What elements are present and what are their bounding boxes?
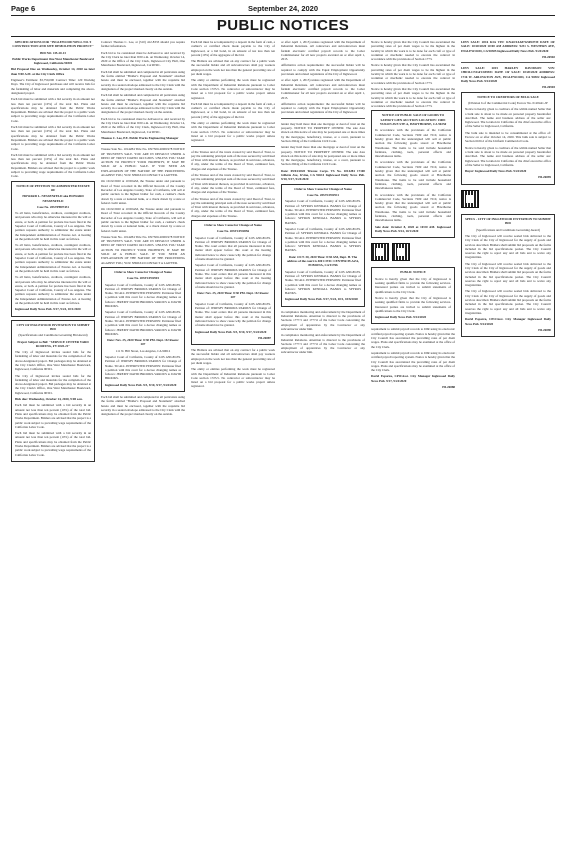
notice-body: Each bid must be submitted with a bid security in an amount not less than ten percent (10%) of the total bid. Plans and specifications may be obtained from the Public Works Department. Bidders are advised that the project is a public work subject to prevailing wage requirements of the California Labor Code. bbox=[15, 431, 91, 457]
hearing-info: Date: OCT. 30, 2020 Time: 8:30 AM, Dept. H. The address of the court is 400 CIVIC CENTER PLAZA, POMONA, CA 91766 bbox=[286, 254, 360, 268]
notice-body: Superior Court of California, County of LOS ANGELES. Petition of: JEREMY BROOKS-VAROUS for Change of Name. TO ALL INTERESTED PERSONS: Petitioner filed a petition with this court for a decree changing names as follows: JEREMY DAVID BROOKS-VAROUS to DAVID BROOKS. bbox=[105, 355, 181, 381]
notice-body: The City of Inglewood invites sealed bids for the furnishing of labor and materials for the completion of the above-designated project. Bid packages may be obtained at the City Clerk's Office, One West Manchester Boulevard, Inglewood, California 90301. bbox=[15, 350, 91, 372]
notice-body: The entity or entities performing the work must be registered with the Department of Industrial Relations pursuant to Labor Code section 1725.5. No contractor or subcontractor may be listed on a bid proposal for a public works project unless registered. bbox=[191, 121, 275, 143]
column-2 bbox=[101, 40, 185, 830]
column-6 bbox=[461, 40, 555, 830]
notice-body: The Bidders are advised that on any contract for a public work the successful bidder and all subcontractors shall pay workers employed on the work not less than the general prevailing rate of per diem wages. bbox=[191, 59, 275, 77]
reference-number: HI-26890 bbox=[538, 327, 551, 332]
notice-heading: NOTICE OF PETITION TO ADMINISTER ESTATE OF bbox=[16, 183, 90, 192]
page-header bbox=[11, 3, 555, 15]
notice-body: In accordance with the provisions of the California Commercial Code, Sections 7209 and 7210, notice is hereby given that the undersigned will sell at public auction the following goods stored at Hawthorne Warehouse. The items to be sold include household furniture, clothing, tools, personal effects and miscellaneous items. bbox=[375, 192, 451, 223]
notice-body: Notice is hereby given that the City Council has ascertained the prevailing rates of per diem wages to be the highest in the locality in which the work is to be done for each craft or type of workman or mechanic needed to execute the contract in accordance with the provisions of Section 1773. bbox=[371, 40, 455, 62]
publication-line: Inglewood Daily News Pub. 9/17, 9/24, 10/1/2020 bbox=[15, 307, 81, 312]
publication-line: Sale date: October 8, 2020 at 10:00 AM. Inglewood Daily News Pub. 9/24, 10/1/2020 bbox=[375, 224, 451, 233]
notice-body: Each bid shall be submitted and completed in all particulars using the forms entitled "Bidder's Proposal and Statement" attached hereto and must be enclosed, together with the requisite bid security in a sealed envelope addressed to the City Clerk with the designation of the project marked clearly on the outside. bbox=[101, 69, 185, 91]
notice-body: in compliance monitoring and enforcement by the Department of Industrial Relations. Attention is directed to the provisions of Sections 1777.5 and 1777.6 of the Labor Code concerning the employment of apprentices by the Contractor or any subcontractor under him. bbox=[281, 309, 365, 331]
notice-body: Each bid must be submitted with a bid security in an amount not less than ten percent (10%) of the total bid. Plans and specifications may be obtained from the Public Works Department. Bidders are advised that the project is a public work subject to prevailing wage requirements of the California Labor Code. bbox=[11, 125, 95, 151]
notice-subheading: (Division 6 of the Commercial Code) Escrow No. 0120441-JP bbox=[468, 100, 548, 105]
public-notice bbox=[371, 267, 455, 324]
bid-due: Bid Proposal Due on Wednesday, October 14, 2020 no later than 9:00 A.M. at the City Clerk Office bbox=[11, 67, 95, 76]
notice-body: Engineer's Estimate: $3,750,000 Contract Time: 120 Working Days. The City of Inglewood purchases and will receive bids for the furnishing of labor and materials and completing the above-designated project. bbox=[11, 78, 95, 95]
publication-line: Inglewood Daily News Pub. 9/3, 9/10, 9/17, 9/24/2020 bbox=[195, 329, 267, 334]
qr-code-row bbox=[371, 241, 455, 264]
publication-line: Inglewood Daily News Pub. 9/3, 9/10, 9/17, 9/24/2020 bbox=[105, 382, 177, 387]
publication-line: Buyer: Inglewood Daily News Pub. 9/24/2020 bbox=[465, 169, 527, 174]
publication-line: Inglewood Daily News Pub. 9/17, 9/24, 10/1, 10/8/2020 bbox=[285, 297, 358, 302]
divider bbox=[101, 143, 185, 144]
notice-body: Each bid must be submitted with a bid security in an amount not less than ten percent (10%) of the total bid. Plans and specifications may be obtained from the Public Works Department. Bidders are advised that the project is a public work subject to prevailing wage requirements of the California Labor Code. bbox=[15, 403, 91, 429]
notice-body: In accordance with the provisions of the California Commercial Code, Sections 7209 and 7210, notice is hereby given that the undersigned will sell at public auction the following goods stored at Hawthorne Warehouse. The items to be sold include household furniture, clothing, tools, personal effects and miscellaneous items. bbox=[375, 128, 451, 159]
trustee-notice: lender may hold more than one mortgage or deed of trust on the property. NOTICE TO PROPERTY OWNER: The sale date shown on this notice of sale may be postponed one or more times by the mortgagee, beneficiary, trustee, or a court, pursuant to Section 2924g of the California Civil Code. bbox=[281, 145, 365, 167]
notice-body: To all heirs, beneficiaries, creditors, contingent creditors, and persons who may be otherwise interested in the will or estate, or both. A petition for probate has been filed in the Superior Court of California, County of Los Angeles. The petition requests authority to administer the estate under the Independent Administration of Estates Act. A hearing on the petition will be held in this court as follows. bbox=[15, 211, 91, 241]
signature: David Esparza, CPO/Asst. City Manager Inglewood Daily News Pub. 9/24/2020 bbox=[465, 317, 551, 326]
notice-body: Superior Court of California, County of LOS ANGELES. Petition of: SPYROS KENDALL BANKS for Change of Name. TO ALL INTERESTED PERSONS: Petitioner filed a petition with this court for a decree changing names as follows: SPYROS KENDALL BANKS to SPYROS BANKS. bbox=[285, 269, 361, 296]
issue-date: September 24, 2020 bbox=[247, 4, 319, 13]
hearing-info: Date: Nov. 25, 2020 Time: 8:30 PM. Dept.: 82 Room: 207 bbox=[197, 291, 269, 300]
qr-code-icon bbox=[392, 243, 410, 261]
column-3 bbox=[191, 40, 275, 830]
notice-body: in compliance monitoring and enforcement by the Department of Industrial Relations. Attention is directed to the provisions of Sections 1777.5 and 1777.6 of the Labor Code concerning the employment of apprentices by the Contractor or any subcontractor under him. bbox=[281, 333, 365, 355]
notice-body: requirement to submit payroll records to DIR using its electronic certified payroll reporting system. Notice is hereby given that the City Council has ascertained the prevailing rates of per diem wages. Plans and specifications may be examined at the office of the City Clerk. bbox=[371, 350, 455, 373]
notice-body: Each bid must be submitted with a bid security in an amount not less than ten percent (10%) of the total bid. Plans and specifications may be obtained from the Public Works Department. Bidders are advised that the project is a public work subject to prevailing wage requirements of the California Labor Code. bbox=[11, 97, 95, 123]
trustee-notice: lender may hold more than one mortgage or deed of trust on the property. NOTICE TO PROPERTY OWNER: The sale date shown on this notice of sale may be postponed one or more times by the mortgagee, beneficiary, trustee, or a court, pursuant to Section 2924g of the California Civil Code. bbox=[281, 121, 365, 143]
notice-heading: Order to Show Cause for Change of Name bbox=[204, 222, 262, 227]
probate-notice bbox=[11, 181, 95, 317]
notice-body: or after April 1, 2015) unless registered with the Department of Industrial Relations. All contractors and subcontractors must furnish electronic certified payroll records to the Labor Commissioner for all new projects awarded on or after April 1, 2015. bbox=[281, 78, 365, 100]
specs-notice bbox=[461, 214, 555, 337]
notice-body: Notice is hereby given that the City Council has ascertained the prevailing rates of per diem wages to be the highest in the locality in which the work is to be done for each craft or type of workman or mechanic needed to execute the contract in accordance with the provisions of Section 1773. bbox=[371, 86, 455, 109]
reference-number: HI-26902 bbox=[542, 54, 555, 59]
header-rule bbox=[11, 15, 555, 16]
notice-body: Superior Court of California, County of LOS ANGELES. Petition of: JEREMY BROOKS-VAROUS for Change of Name. The court orders that all persons interested in this matter shall appear before this court at the hearing indicated below to show cause why the petition for change of name should not be granted. bbox=[195, 263, 271, 289]
case-number: Case No. 20STCP02911 bbox=[307, 192, 339, 197]
divider bbox=[461, 62, 555, 63]
notice-heading: NOTICE OF PUBLIC SALE OF GOODS TO SATISFY LIEN AUCTION LOCATION: 13001 YUKON AVE STE A, HAWTHORNE, CA 90250 bbox=[379, 113, 447, 127]
column-5 bbox=[371, 40, 455, 830]
notice-body: The City of Inglewood will receive sealed bids delivered to the City Clerk of the City of Inglewood for the supply of goods and services described. Bidders shall submit bid proposals on the forms included in the bid specifications packet. The City Council reserves the right to reject any and all bids and to waive any irregularities. bbox=[465, 233, 551, 260]
title-rule bbox=[11, 36, 555, 37]
case-number: Case No. 20STCP02856 bbox=[216, 229, 250, 234]
reference-number: HI-26888 bbox=[442, 385, 455, 389]
notice-body: To all heirs, beneficiaries, creditors, contingent creditors, and persons who may be otherwise interested in the will or estate, or both. A petition for probate has been filed in the Superior Court of California, County of Los Angeles. The petition requests authority to administer the estate under the Independent Administration of Estates Act. A hearing on the petition will be held in this court as follows. bbox=[15, 243, 91, 273]
notice-heading: SPECIFICATIONS FOR "INGLEWOOD WELL NO. 9 CONSTRUCTION AND SITE DEMOLITION PROJECT" bbox=[12, 40, 94, 49]
notice-subheading: (Specifications and Conditions Governing Bid Award) bbox=[18, 333, 88, 338]
trustee-signature: Date: 09/04/2020 Trustee Corps. TS No. 1014284 17100 Gillette Ave, Irvine, CA 92614 Inglewood Daily News Pub. 9/10, 9/17, 9/24/2020 bbox=[281, 168, 365, 182]
notice-body: In accordance with the provisions of the California Commercial Code, Sections 7209 and 7210, notice is hereby given that the undersigned will sell at public auction the following goods stored at Hawthorne Warehouse. The items to be sold include household furniture, clothing, tools, personal effects and miscellaneous items. bbox=[375, 160, 451, 191]
notice-subheading: (Specifications and Conditions Governing Award) bbox=[476, 227, 540, 232]
notice-body: Notice is hereby given that the City of Inglewood is seeking qualified firms to provide the following services. Interested parties are invited to submit statements of qualifications to the City Clerk. bbox=[375, 295, 451, 313]
lien-sale-2: LIEN SALE: 2015 HARLEY DAVIDSON VIN: 1HD1LCN1xFC695931 DATE OF SALE: 10/20/2020 ADDRESS: 1716 W. ARLINGTON AVE, INGLEWOOD, CA 90302 Inglewood Daily News Pub. 9/24/2020 bbox=[461, 66, 555, 84]
notice-body: Superior Court of California, County of LOS ANGELES. Petition of: JEREMY BROOKS-VAROUS for Change of Name. TO ALL INTERESTED PERSONS: Petitioner filed a petition with this court for a decree changing names as follows: JEREMY DAVID BROOKS-VAROUS to DAVID BROOKS. bbox=[105, 310, 181, 336]
divider bbox=[191, 146, 275, 147]
notice-body: Each bid must be accompanied by a deposit in the form of cash, a cashier's or certified check made payable to the City of Inglewood, or a bid bond, in an amount of not less than ten percent (10%) of the aggregate of the bid. bbox=[191, 40, 275, 57]
notice-body: The City of Inglewood will receive sealed bids delivered to the City Clerk of the City of Inglewood for the supply of goods and services described. Bidders shall submit bid proposals on the forms included in the bid specifications packet. The City Council reserves the right to reject any and all bids and to waive any irregularities. bbox=[465, 261, 551, 288]
notice-body: Affirmative action requirements: the successful bidder will be required to comply with the Equal Employment Opportunity provisions and related regulations of the City of Inglewood. bbox=[281, 63, 365, 77]
notice-heading: PUBLIC NOTICE bbox=[400, 270, 426, 275]
notice-body: Notice is hereby given that the City of Inglewood is seeking qualified firms to provide the following services. Interested parties are invited to submit statements of qualifications to the City Clerk. bbox=[375, 276, 451, 294]
trustee-notice: Trustee Sale No. 1014284 Title No. DS7300-20001978 NOTICE OF TRUSTEE'S SALE. YOU ARE IN DEFAULT UNDER A DEED OF TRUST DATED 04/15/2005. UNLESS YOU TAKE ACTION TO PROTECT YOUR PROPERTY, IT MAY BE SOLD AT A PUBLIC SALE. IF YOU NEED AN EXPLANATION OF THE NATURE OF THE PROCEEDING AGAINST YOU, YOU SHOULD CONTACT A LAWYER. bbox=[101, 234, 185, 265]
notice-heading: CITY OF INGLEWOOD INVITATION TO SUBMIT BID bbox=[16, 322, 90, 331]
notice-body: Each bid to be considered must be delivered to and received by the City Clerk no later than 9:00 a.m. on Wednesday, October 14, 2020 at the Office of the City Clerk, Inglewood City Hall, One Manchester Boulevard, Inglewood, CA 90301. bbox=[101, 116, 185, 134]
notice-body: To all heirs, beneficiaries, creditors, contingent creditors, and persons who may be otherwise interested in the will or estate, or both. A petition for probate has been filed in the Superior Court of California, County of Los Angeles. The petition requests authority to administer the estate under the Independent Administration of Estates Act. A hearing on the petition will be held in this court as follows. bbox=[15, 275, 91, 306]
qr-code-row bbox=[461, 188, 555, 211]
qr-code-icon bbox=[461, 190, 479, 208]
notice-body: Superior Court of California, County of LOS ANGELES. Petition of: JEREMY BROOKS-VAROUS for Change of Name. TO ALL INTERESTED PERSONS: Petitioner filed a petition with this court for a decree changing names as follows: JEREMY DAVID BROOKS-VAROUS to DAVID BROOKS. bbox=[105, 282, 181, 309]
lien-sale-1: LIEN SALE: 2016 KIA VIN: KNAFX4A87G5694739 DATE OF SALE: 10/20/2020 10:00 AM ADDRESS: 9231 S. WESTERN AVE, INGLEWOOD, CA 90305 Inglewood Daily News Pub. 9/24/2020 bbox=[461, 40, 555, 53]
notice-body: or after April 1, 2015) unless registered with the Department of Industrial Relations. All contractors and subcontractors must furnish electronic certified payroll records to the Labor Commissioner for all new projects awarded on or after April 1, 2015. bbox=[281, 40, 365, 62]
notice-body: Superior Court of California, County of LOS ANGELES. Petition of: SPYROS KENDALL BANKS for Change of Name. TO ALL INTERESTED PERSONS: Petitioner filed a petition with this court for a decree changing names as follows: SPYROS KENDALL BANKS to SPYROS BANKS. bbox=[285, 226, 361, 253]
notice-body: Notice is hereby given that the City Council has ascertained the prevailing rates of per diem wages to be the highest in the locality in which the work is to be done for each craft or type of workman or mechanic needed to execute the contract in accordance with the provisions of Section 1773. bbox=[371, 63, 455, 85]
notice-body: The City of Inglewood will receive sealed bids delivered to the City Clerk of the City of Inglewood for the supply of goods and services described. Bidders shall submit bid proposals on the forms included in the bid specifications packet. The City Council reserves the right to reject any and all bids and to waive any irregularities. bbox=[465, 289, 551, 315]
project-title: Project Subject to Bid: "SERVICE CENTER YARD ROOFING, FY 2020-21" bbox=[17, 339, 89, 348]
notice-body: Each bid shall be submitted and completed in all particulars using the forms entitled "Bidder's Proposal and Statement" attached hereto and must be enclosed, together with the requisite bid security in a sealed envelope addressed to the City Clerk with the designation of the project marked clearly on the outside. bbox=[101, 395, 185, 417]
publication-line: Inglewood Daily News Pub. 9/24/2020 bbox=[375, 315, 427, 320]
notice-body: Notice is hereby given to creditors of the within named Seller that a bulk sale is about to be made on personal property hereinafter described. The name and business address of the seller are: Inglewood. The location in California of the chief executive office of the Seller is: Inglewood, California. bbox=[465, 145, 551, 167]
notice-body: Affirmative action requirements: the successful bidder will be required to comply with the Equal Employment Opportunity provisions and related regulations of the City of Inglewood. bbox=[281, 101, 365, 115]
notice-body: Contract Thomas C. Lee, at (310) 412-8333 should you require further information. bbox=[101, 40, 185, 49]
bid-notice bbox=[11, 320, 95, 462]
notice-heading: Order to Show Cause for Change of Name bbox=[114, 269, 172, 274]
trustee-notice: of the Trustee and of the trusts created by said Deed of Trust, to pay the remaining principal sum of the note secured by said Deed of Trust with interest thereon, as provided in said note, advances, if any, under the terms of the Deed of Trust, estimated fees, charges and expenses of the Trustee. bbox=[191, 196, 275, 218]
notice-body: Notice is hereby given to creditors of the within named Seller that a bulk sale is about to be made on personal property hereinafter described. The name and business address of the seller are: Inglewood. The location in California of the chief executive office of the Seller is: Inglewood, California. bbox=[465, 107, 551, 129]
notice-body: The Bidders are advised that on any contract for a public work the successful bidder and all subcontractors shall pay workers employed on the work not less than the general prevailing rate of per diem wages. bbox=[191, 348, 275, 365]
notice-body: The entity or entities performing the work must be registered with the Department of Industrial Relations pursuant to Labor Code section 1725.5. No contractor or subcontractor may be listed on a bid proposal for a public works project unless registered. bbox=[191, 367, 275, 389]
notice-body: Each bid must be submitted with a bid security in an amount not less than ten percent (10%) of the total bid. Plans and specifications may be obtained from the Public Works Department. Bidders are advised that the project is a public work subject to prevailing wage requirements of the California Labor Code. bbox=[11, 152, 95, 179]
divider bbox=[281, 118, 365, 119]
column-1 bbox=[11, 40, 95, 830]
bid-due: Bids due: Wednesday, October 14, 2020, 9:00 a.m. bbox=[15, 397, 83, 402]
name-change-notice bbox=[281, 184, 365, 307]
bid-number: BID NO. CB-20-13 bbox=[40, 50, 66, 55]
decedent-name: HOWARD L. NESSENFELD aka HOWARD NESSENFELD bbox=[22, 194, 84, 203]
trustee-notice: On 10/22/2020 at 10:00AM, the Trustee under and pursuant to Deed of Trust recorded in the Official Records of the County Recorder of Los Angeles County, State of California, will sell at public auction to the highest bidder for cash, a cashier's check drawn by a state or national bank, or a check drawn by a state or federal credit union. bbox=[101, 207, 185, 233]
case-number: Case No. 20STCP02901 bbox=[126, 276, 160, 281]
court-address: 111 N. Hill Street, Los Angeles, CA 90012 bbox=[115, 348, 171, 353]
notice-body: Each bid to be considered must be delivered to and received by the City Clerk no later than 9:00 a.m. on Wednesday, October 14, 2020 at the Office of the City Clerk, Inglewood City Hall, One Manchester Boulevard, Inglewood, CA 90301. bbox=[101, 50, 185, 68]
notice-body: Each bid must be accompanied by a deposit in the form of cash, a cashier's or certified check made payable to the City of Inglewood, or a bid bond, in an amount of not less than ten percent (10%) of the aggregate of the bid. bbox=[191, 101, 275, 119]
meeting-location: Public Works Department One West Manchester Boulevard Inglewood, California 90301 bbox=[12, 56, 94, 66]
notice-heading: SPECS - CITY OF INGLEWOOD INVITATION TO SUBMIT BID bbox=[465, 217, 551, 226]
bulk-sale-notice bbox=[461, 92, 555, 185]
page-number: Page 6 bbox=[11, 4, 36, 13]
trustee-notice: On 10/22/2020 at 10:00AM, the Trustee under and pursuant to Deed of Trust recorded in the Official Records of the County Recorder of Los Angeles County, State of California, will sell at public auction to the highest bidder for cash, a cashier's check drawn by a state or national bank, or a check drawn by a state or federal credit union. bbox=[101, 179, 185, 205]
case-number: Case No. 20STPB07431 bbox=[37, 204, 69, 209]
notice-body: Superior Court of California, County of LOS ANGELES. Petition of: JEREMY BROOKS-VAROUS for Change of Name. The court orders that all persons interested in this matter shall appear before this court at the hearing indicated below to show cause why the petition for change of name should not be granted. bbox=[195, 301, 271, 328]
qr-code-icon bbox=[371, 243, 389, 261]
notice-heading: Order to Show Cause for Change of Name bbox=[294, 186, 352, 191]
hearing-info: Date: Nov. 25, 2020 Time: 8:30 PM. Dept.: 82 Room: 207 bbox=[107, 338, 179, 347]
section-title: PUBLIC NOTICES bbox=[216, 17, 350, 34]
notice-body: requirement to submit payroll records to DIR using its electronic certified payroll reporting system. Notice is hereby given that the City Council has ascertained the prevailing rates of per diem wages. Plans and specifications may be examined at the office of the City Clerk. bbox=[371, 327, 455, 349]
notice-body: The bulk sale is intended to be consummated at the office of: Escrow on or after October 14, 2020. This bulk sale is subject to Section 6106.2 of the Uniform Commercial Code. bbox=[465, 130, 551, 144]
notice-body: Superior Court of California, County of LOS ANGELES. Petition of: JEREMY BROOKS-VAROUS for Change of Name. The court orders that all persons interested in this matter shall appear before this court at the hearing indicated below to show cause why the petition for change of name should not be granted. bbox=[195, 235, 271, 262]
lien-sale-notice bbox=[371, 110, 455, 238]
trustee-notice: Trustee Sale No. 1014284 Title No. DS7300-20001978 NOTICE OF TRUSTEE'S SALE. YOU ARE IN DEFAULT UNDER A DEED OF TRUST DATED 04/15/2005. UNLESS YOU TAKE ACTION TO PROTECT YOUR PROPERTY, IT MAY BE SOLD AT A PUBLIC SALE. IF YOU NEED AN EXPLANATION OF THE NATURE OF THE PROCEEDING AGAINST YOU, YOU SHOULD CONTACT A LAWYER. bbox=[101, 147, 185, 178]
notice-body: Each bid shall be submitted and completed in all particulars using the forms entitled "Bidder's Proposal and Statement" attached hereto and must be enclosed, together with the requisite bid security in a sealed envelope addressed to the City Clerk with the designation of the project marked clearly on the outside. bbox=[101, 93, 185, 115]
trustee-notice: of the Trustee and of the trusts created by said Deed of Trust, to pay the remaining principal sum of the note secured by said Deed of Trust with interest thereon, as provided in said note, advances, if any, under the terms of the Deed of Trust, estimated fees, charges and expenses of the Trustee. bbox=[191, 149, 275, 171]
name-change-notice bbox=[191, 220, 275, 345]
name-change-notice bbox=[101, 267, 185, 392]
column-4 bbox=[281, 40, 365, 830]
signature: David Esparza, CPO/Asst. City Manager Inglewood Daily News Pub. 9/17, 9/24/2020 bbox=[371, 374, 455, 383]
trustee-notice: of the Trustee and of the trusts created by said Deed of Trust, to pay the remaining principal sum of the note secured by said Deed of Trust with interest thereon, as provided in said note, advances, if any, under the terms of the Deed of Trust, estimated fees, charges and expenses of the Trustee. bbox=[191, 173, 275, 195]
reference-number: HI-26887 bbox=[258, 335, 271, 340]
notice-body: Superior Court of California, County of LOS ANGELES. Petition of: SPYROS KENDALL BANKS for Change of Name. TO ALL INTERESTED PERSONS: Petitioner filed a petition with this court for a decree changing names as follows: SPYROS KENDALL BANKS to SPYROS BANKS. bbox=[285, 199, 361, 225]
notice-body: The entity or entities performing the work must be registered with the Department of Industrial Relations pursuant to Labor Code section 1725.5. No contractor or subcontractor may be listed on a bid proposal for a public works project unless registered. bbox=[191, 78, 275, 100]
notice-heading: NOTICE TO CREDITORS OF BULK SALE bbox=[477, 94, 539, 99]
reference-number: HI-26895 bbox=[538, 175, 551, 180]
reference-number: HI-26903 bbox=[542, 85, 555, 90]
notice-body: The City of Inglewood invites sealed bids for the furnishing of labor and materials for the completion of the above-designated project. Bid packages may be obtained at the City Clerk's Office, One West Manchester Boulevard, Inglewood, California 90301. bbox=[15, 373, 91, 395]
signature: Thomas C. Lee, P.E. Public Works Engineering Manager bbox=[101, 135, 179, 140]
